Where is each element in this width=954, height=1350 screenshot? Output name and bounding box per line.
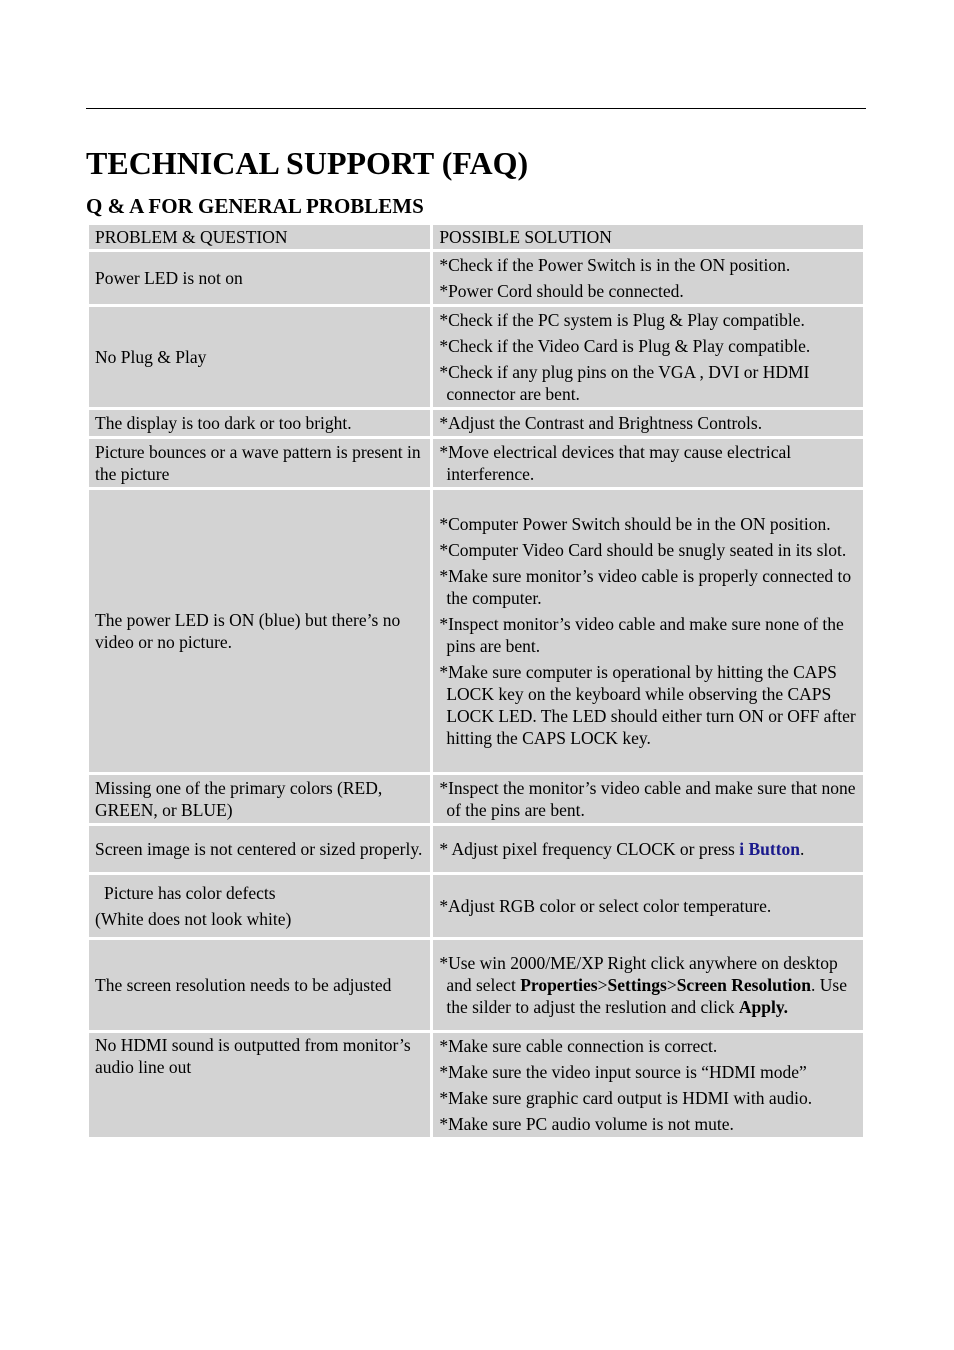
solution-item: *Make sure PC audio volume is not mute. <box>439 1114 734 1134</box>
problem-column-header: PROBLEM & QUESTION <box>89 225 430 249</box>
solution-cell <box>433 252 863 304</box>
problem-line: Picture has color defects <box>104 883 276 903</box>
solution-cell <box>433 307 863 407</box>
solution-text: *Use win 2000/ME/XP Right click anywhere on desktop and select <box>439 953 838 995</box>
table-row <box>89 940 863 1030</box>
solution-item: *Move electrical devices that may cause electrical interference. <box>439 442 792 484</box>
solution-text: * Adjust pixel frequency CLOCK or press <box>439 839 740 859</box>
problem-cell: No Plug & Play <box>89 307 430 407</box>
problem-cell: The power LED is ON (blue) but there’s no video or no picture. <box>89 490 430 772</box>
solution-item: *Check if the Video Card is Plug & Play compatible. <box>439 336 811 356</box>
section-title: Q & A FOR GENERAL PROBLEMS <box>86 194 424 218</box>
solution-cell <box>433 826 863 872</box>
table-row <box>89 252 863 304</box>
solution-item <box>439 952 857 1018</box>
solution-item: *Computer Video Card should be snugly seated in its slot. <box>439 540 847 560</box>
table-row <box>89 1033 863 1137</box>
apply-label: Apply. <box>738 997 789 1017</box>
solution-cell <box>433 490 863 772</box>
problem-cell: The display is too dark or too bright. <box>89 410 430 436</box>
problem-cell: Screen image is not centered or sized properly. <box>89 826 430 872</box>
properties-label: Properties <box>520 975 598 995</box>
solution-text: . <box>800 839 805 859</box>
solution-item: *Check if any plug pins on the VGA , DVI or HDMI connector are bent. <box>439 362 810 404</box>
solution-item: *Make sure graphic card output is HDMI with audio. <box>439 1088 813 1108</box>
solution-item: *Inspect monitor’s video cable and make sure none of the pins are bent. <box>439 614 844 656</box>
table-row <box>89 439 863 487</box>
table-row <box>89 490 863 772</box>
separator: > <box>666 975 677 995</box>
problem-cell: Missing one of the primary colors (RED, GREEN, or BLUE) <box>89 775 430 823</box>
screen-resolution-label: Screen Resolution <box>676 975 812 995</box>
solution-cell <box>433 1033 863 1137</box>
i-button-label: i Button <box>739 839 800 859</box>
problem-cell: Picture bounces or a wave pattern is present in the picture <box>89 439 430 487</box>
problem-cell: No HDMI sound is outputted from monitor’s audio line out <box>89 1033 430 1137</box>
solution-item: *Make sure cable connection is correct. <box>439 1036 718 1056</box>
problem-cell: The screen resolution needs to be adjusted <box>89 940 430 1030</box>
solution-item: *Make sure monitor’s video cable is properly connected to the computer. <box>439 566 852 608</box>
problem-cell <box>89 875 430 937</box>
problem-cell: Power LED is not on <box>89 252 430 304</box>
solution-cell <box>433 775 863 823</box>
solution-item: *Make sure computer is operational by hitting the CAPS LOCK key on the keyboard while observing the CAPS LOCK LED. The LED should either turn ON or OFF after hitting the CAPS LOCK key. <box>439 662 856 748</box>
solution-column-header: POSSIBLE SOLUTION <box>433 225 863 249</box>
table-row <box>89 410 863 436</box>
solution-item: *Check if the PC system is Plug & Play compatible. <box>439 310 805 330</box>
solution-item: *Adjust RGB color or select color temperature. <box>439 896 772 916</box>
solution-text: . Use the silder to adjust the reslution and click <box>446 975 847 1017</box>
separator: > <box>597 975 608 995</box>
solution-item: *Power Cord should be connected. <box>439 281 684 301</box>
page-title: TECHNICAL SUPPORT (FAQ) <box>86 145 529 181</box>
solution-item <box>439 838 857 860</box>
table-header-row <box>89 225 863 249</box>
faq-table <box>86 222 866 1140</box>
solution-cell <box>433 410 863 436</box>
table-row <box>89 307 863 407</box>
problem-line: (White does not look white) <box>95 909 292 929</box>
solution-cell <box>433 439 863 487</box>
settings-label: Settings <box>607 975 667 995</box>
solution-item: *Check if the Power Switch is in the ON position. <box>439 255 791 275</box>
table-row <box>89 775 863 823</box>
solution-item: *Computer Power Switch should be in the ON position. <box>439 514 831 534</box>
solution-cell <box>433 875 863 937</box>
solution-cell <box>433 940 863 1030</box>
solution-item: *Adjust the Contrast and Brightness Controls. <box>439 413 763 433</box>
header-rule <box>86 108 866 109</box>
solution-item: *Make sure the video input source is “HDMI mode” <box>439 1062 807 1082</box>
solution-item: *Inspect the monitor’s video cable and make sure that none of the pins are bent. <box>439 778 856 820</box>
table-row <box>89 875 863 937</box>
table-row <box>89 826 863 872</box>
